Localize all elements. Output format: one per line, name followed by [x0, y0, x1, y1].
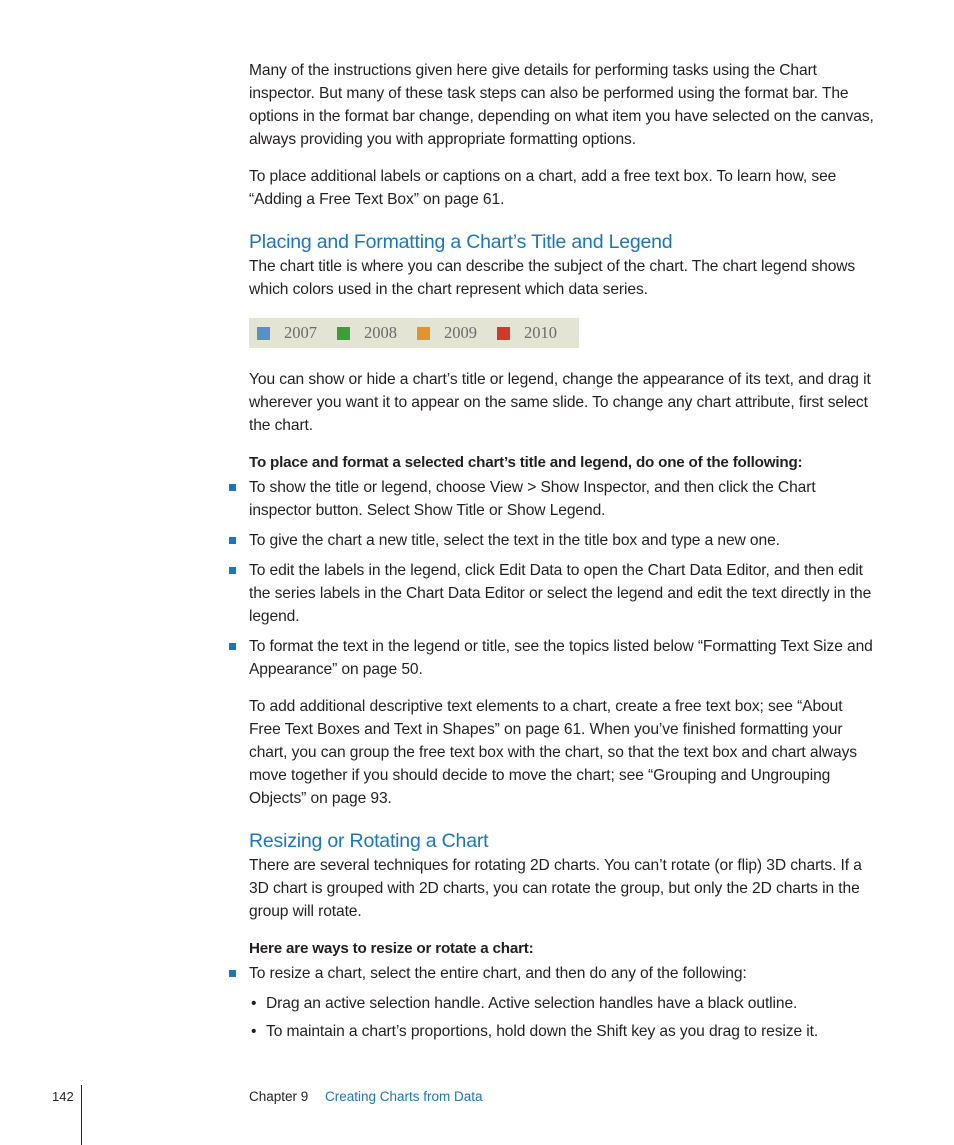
legend-swatch-2009: [417, 327, 430, 340]
list-item-text: To show the title or legend, choose View > Show Inspector, and then click the Chart inspector button. Select Show Title or Show Legend.: [249, 479, 816, 519]
section1-paragraph-2: You can show or hide a chart’s title or legend, change the appearance of its text, and drag it wherever you want it to appear on the same slide. To change any chart attribute, first select the chart.: [249, 371, 871, 434]
section-heading-resize-rotate: Resizing or Rotating a Chart: [249, 830, 489, 852]
legend-label: 2008: [364, 323, 397, 342]
list-item: [249, 962, 874, 985]
bullet-dot-icon: •: [251, 1023, 257, 1040]
footer-chapter: Chapter 9: [249, 1089, 309, 1104]
legend-label: 2009: [444, 323, 477, 342]
section1-lead: To place and format a selected chart’s title and legend, do one of the following:: [249, 454, 803, 471]
legend-swatch-2008: [337, 327, 350, 340]
legend-label: 2010: [524, 323, 557, 342]
bullet-square-icon: [229, 537, 236, 544]
bullet-square-icon: [229, 567, 236, 574]
legend-item: [417, 323, 477, 343]
legend-item: [337, 323, 397, 343]
sub-list-item: [251, 992, 866, 1015]
legend-swatch-2010: [497, 327, 510, 340]
list-item-text: To edit the labels in the legend, click Edit Data to open the Chart Data Editor, and then edit the series labels in the Chart Data Editor or select the legend and edit the text directly in the legend.: [249, 562, 872, 625]
list-item: [249, 635, 874, 681]
footer-chapter-title: Creating Charts from Data: [325, 1089, 483, 1104]
list-item-text: To resize a chart, select the entire chart, and then do any of the following:: [249, 965, 747, 982]
bullet-dot-icon: •: [251, 995, 257, 1012]
legend-label: 2007: [284, 323, 317, 342]
legend-item: [497, 323, 557, 343]
list-item: [249, 476, 874, 522]
intro-paragraph-1: Many of the instructions given here give details for performing tasks using the Chart inspector. But many of these task steps can also be performed using the format bar. The options in the format bar change, depending on what item you have selected on the canvas, always providing you with appropriate formatting options.: [249, 62, 874, 148]
page-number: 142: [52, 1089, 74, 1104]
bullet-square-icon: [229, 970, 236, 977]
footer-divider: [81, 1085, 82, 1145]
sub-list-item: [251, 1020, 866, 1043]
list-item-text: To format the text in the legend or title, see the topics listed below “Formatting Text Size and Appearance” on page 50.: [249, 638, 873, 678]
sub-list-item-text: Drag an active selection handle. Active selection handles have a black outline.: [266, 995, 798, 1012]
section1-paragraph-3: To add additional descriptive text elements to a chart, create a free text box; see “About Free Text Boxes and Text in Shapes” on page 61. When you’ve finished formatting your chart, you can group the free text box with the chart, so that the text box and chart always move together if you should decide to move the chart; see “Grouping and Ungrouping Objects” on page 93.: [249, 698, 857, 807]
list-item: [249, 559, 874, 628]
section2-paragraph-1: There are several techniques for rotating 2D charts. You can’t rotate (or flip) 3D charts. If a 3D chart is grouped with 2D charts, you can rotate the group, but only the 2D charts in the group will rotate.: [249, 857, 862, 920]
legend-swatch-2007: [257, 327, 270, 340]
legend-item: [257, 323, 317, 343]
section2-lead: Here are ways to resize or rotate a chart:: [249, 940, 534, 957]
section-heading-title-legend: Placing and Formatting a Chart’s Title and Legend: [249, 231, 673, 253]
legend-image: [249, 318, 579, 348]
bullet-square-icon: [229, 484, 236, 491]
list-item: [249, 529, 874, 552]
intro-paragraph-2: To place additional labels or captions on a chart, add a free text box. To learn how, see “Adding a Free Text Box” on page 61.: [249, 168, 837, 208]
sub-list-item-text: To maintain a chart’s proportions, hold down the Shift key as you drag to resize it.: [266, 1023, 819, 1040]
section1-paragraph-1: The chart title is where you can describe the subject of the chart. The chart legend shows which colors used in the chart represent which data series.: [249, 258, 856, 298]
list-item-text: To give the chart a new title, select the text in the title box and type a new one.: [249, 532, 780, 549]
bullet-square-icon: [229, 643, 236, 650]
